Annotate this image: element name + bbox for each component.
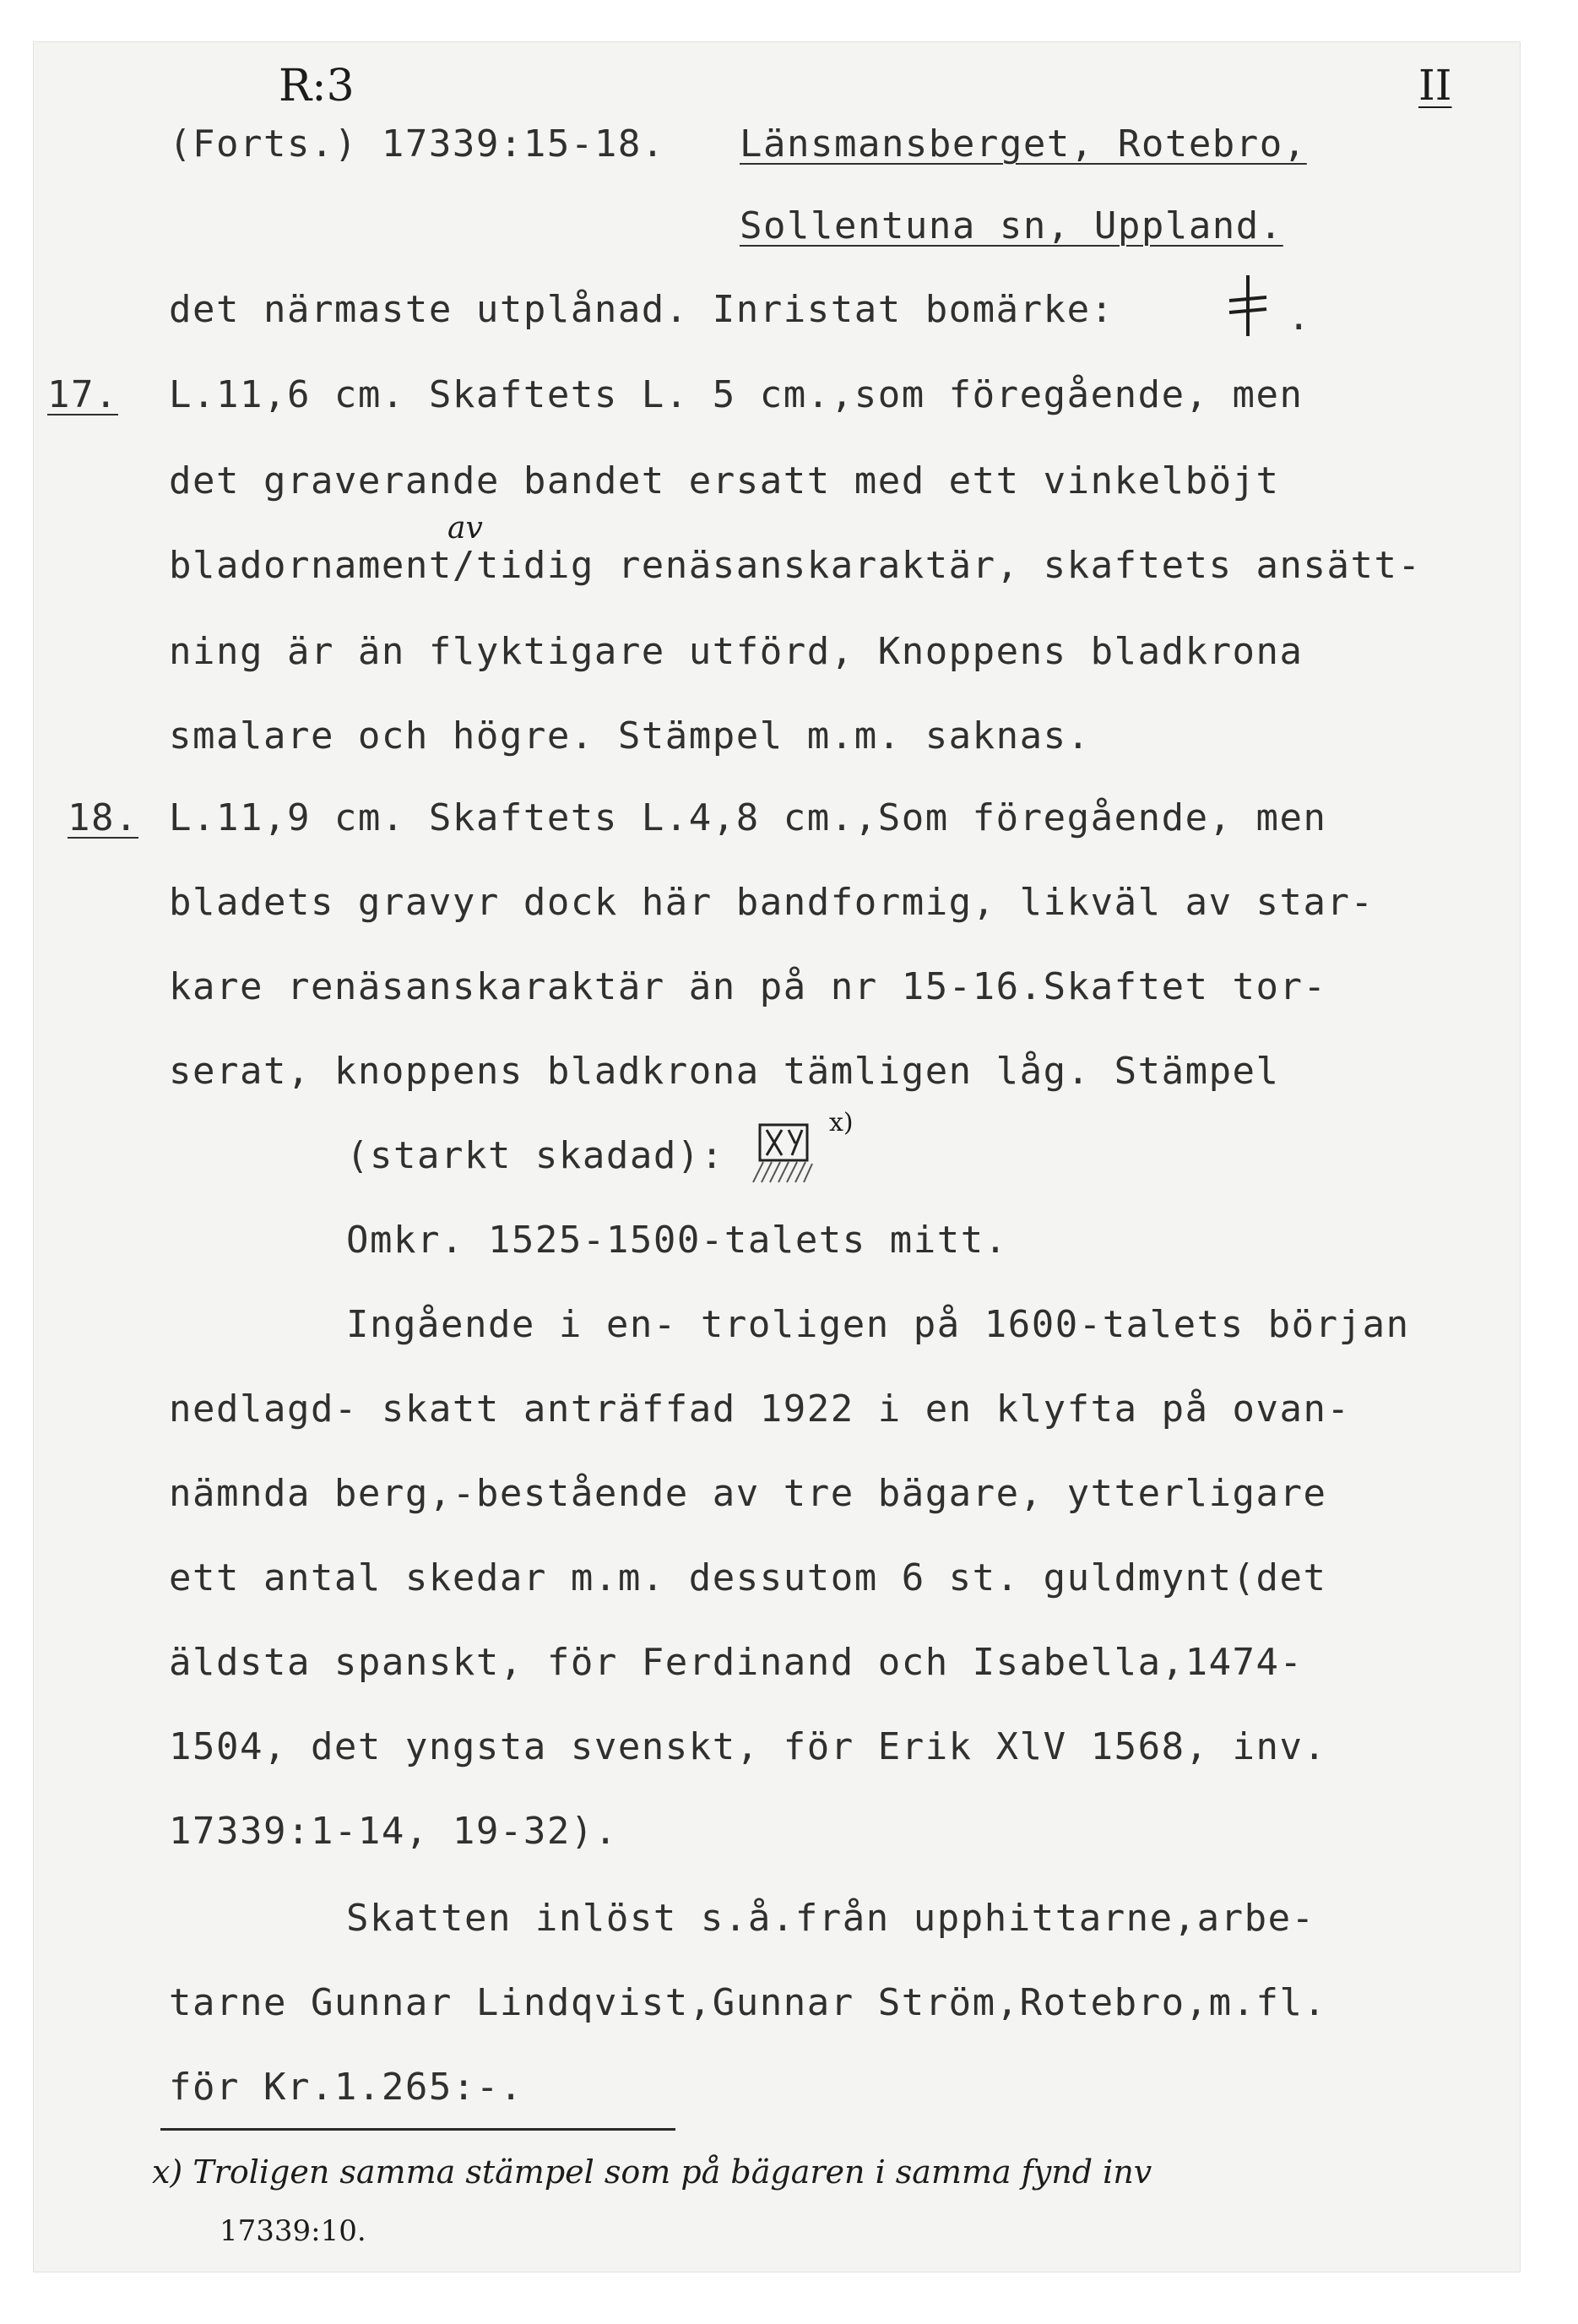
item-number-18: 18. [68, 796, 138, 839]
body-line: 1504, det yngsta svenskt, för Erik XlV 1568, inv. [169, 1725, 1327, 1768]
body-line: 17339:1-14, 19-32). [169, 1810, 618, 1853]
body-line: bladets gravyr dock här bandformig, likväl av star- [169, 881, 1375, 924]
item-number-17: 17. [47, 373, 118, 416]
body-line: (starkt skadad): [346, 1134, 724, 1177]
body-line: nedlagd- skatt anträffad 1922 i en klyfta på ovan- [169, 1387, 1351, 1431]
body-line: nämnda berg,-bestående av tre bägare, ytterligare [169, 1472, 1327, 1515]
footnote-text: x) Troligen samma stämpel som på bägaren i samma fynd inv [152, 2153, 1152, 2191]
handwritten-insert-av: av [447, 511, 483, 546]
archive-reference: R:3 [279, 61, 355, 111]
stamp-xy-icon [745, 1118, 826, 1186]
place-line-1: Länsmansberget, Rotebro, [740, 122, 1307, 166]
body-line: L.11,6 cm. Skaftets L. 5 cm.,som föregående, men [169, 373, 1304, 416]
body-line: serat, knoppens bladkrona tämligen låg. Stämpel [169, 1050, 1280, 1093]
body-line: kare renäsanskaraktär än på nr 15-16.Skaftet tor- [169, 965, 1327, 1008]
body-line: det graverande bandet ersatt med ett vinkelböjt [169, 459, 1280, 502]
stamp-footnote-marker: x) [829, 1108, 854, 1138]
footnote-continuation: 17339:10. [220, 2214, 366, 2248]
body-line: L.11,9 cm. Skaftets L.4,8 cm.,Som föregående, men [169, 796, 1327, 839]
document-sheet [34, 42, 1520, 2272]
body-line: Omkr. 1525-1500-talets mitt. [346, 1219, 1008, 1262]
body-line: Ingående i en- troligen på 1600-talets början [346, 1303, 1410, 1346]
body-line: för Kr.1.265:-. [169, 2066, 523, 2109]
body-line: äldsta spanskt, för Ferdinand och Isabella,1474- [169, 1641, 1304, 1684]
body-line: tarne Gunnar Lindqvist,Gunnar Ström,Rotebro,m.fl. [169, 1981, 1327, 2024]
body-line: ett antal skedar m.m. dessutom 6 st. guldmynt(det [169, 1556, 1327, 1599]
body-line: Skatten inlöst s.å.från upphittarne,arbe- [346, 1897, 1315, 1940]
period-mark: . [1288, 296, 1311, 339]
body-line: ning är än flyktigare utförd, Knoppens bladkrona [169, 630, 1304, 673]
body-line: smalare och högre. Stämpel m.m. saknas. [169, 714, 1091, 757]
body-line: bladornament/tidig renäsanskaraktär, skaftets ansätt- [169, 544, 1422, 587]
body-line: det närmaste utplånad. Inristat bomärke: [169, 288, 1114, 331]
footnote-rule [160, 2128, 675, 2131]
page-number: II [1418, 61, 1452, 110]
bomarke-mark-icon [1223, 272, 1273, 339]
place-line-2: Sollentuna sn, Uppland. [740, 204, 1283, 247]
forts-reference: (Forts.) 17339:15-18. [169, 122, 665, 166]
